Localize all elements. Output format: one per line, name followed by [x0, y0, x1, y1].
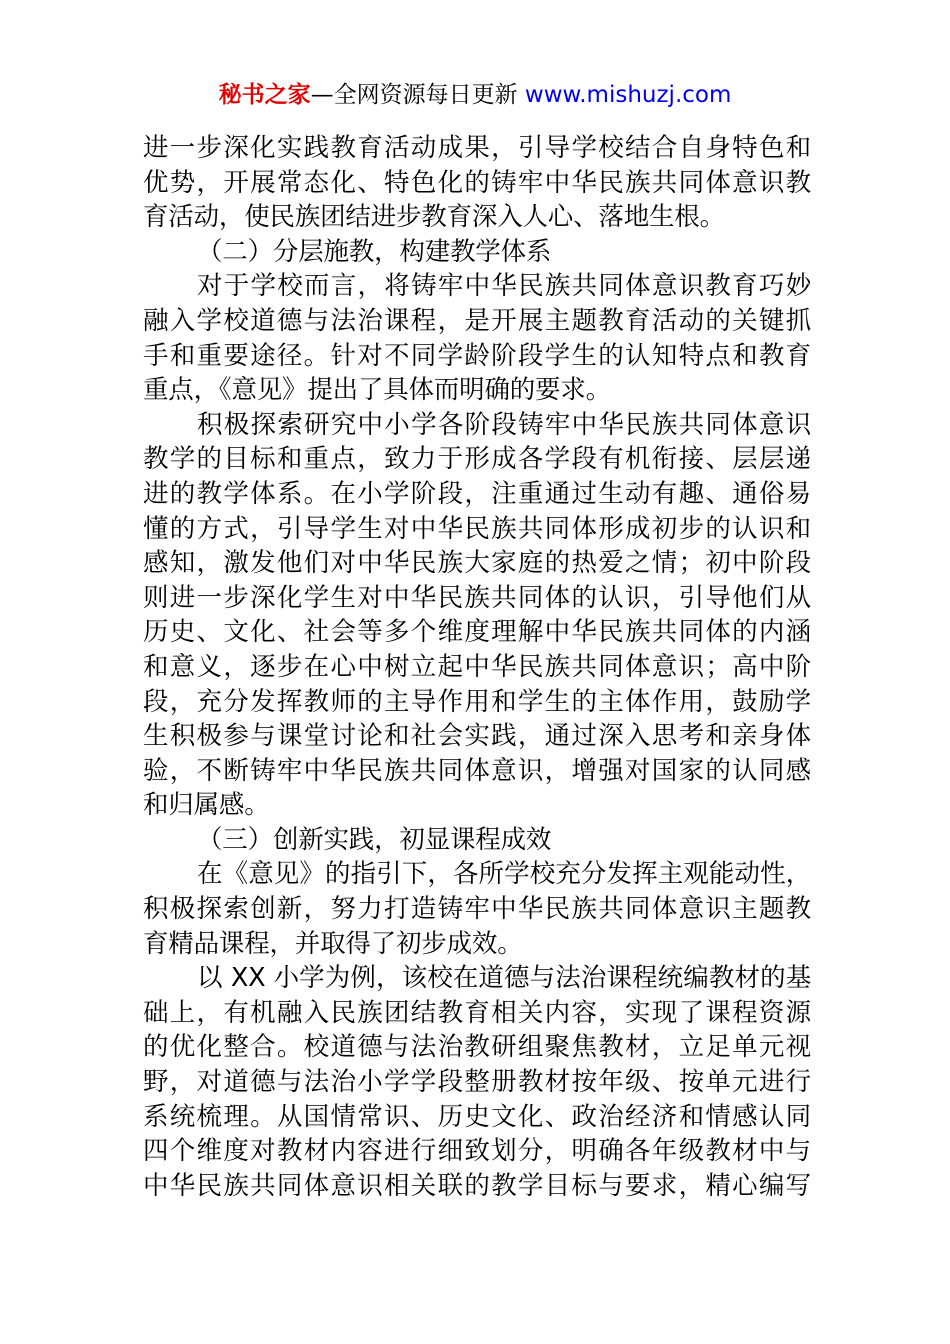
text-line: 和归属感。: [143, 790, 270, 821]
text-line: 历史、文化、社会等多个维度理解中华民族共同体的内涵: [143, 617, 811, 648]
text-line: 四个维度对教材内容进行细致划分，明确各年级教材中与: [143, 1136, 811, 1167]
text-line: 进一步深化实践教育活动成果，引导学校结合自身特色和: [143, 133, 811, 163]
text-line: 野，对道德与法治小学学段整册教材按年级、按单元进行: [143, 1067, 811, 1098]
text-line: 育活动，使民族团结进步教育深入人心、落地生根。: [143, 202, 725, 233]
text-line: 和意义，逐步在心中树立起中华民族共同体意识；高中阶: [143, 651, 811, 682]
text-line: 验，不断铸牢中华民族共同体意识，增强对国家的认同感: [143, 755, 811, 786]
text-line: 教学的目标和重点，致力于形成各学段有机衔接、层层递: [143, 444, 811, 475]
text-line: 的优化整合。校道德与法治教研组聚焦教材，立足单元视: [143, 1032, 811, 1063]
document-body: [143, 131, 811, 1203]
page-header: [0, 78, 950, 112]
text-line: 系统梳理。从国情常识、历史文化、政治经济和情感认同: [143, 1101, 811, 1132]
site-tagline: —全网资源每日更新: [310, 82, 518, 108]
paragraph-first-line: 在《意见》的指引下，各所学校充分发挥主观能动性，: [197, 859, 811, 890]
text-line: 础上，有机融入民族团结教育相关内容，实现了课程资源: [143, 997, 811, 1028]
text-line: 懂的方式，引导学生对中华民族共同体形成初步的认识和: [143, 513, 811, 544]
text-line: 进的教学体系。在小学阶段，注重通过生动有趣、通俗易: [143, 478, 811, 509]
text-line: 生积极参与课堂讨论和社会实践，通过深入思考和亲身体: [143, 721, 811, 752]
text-line: 重点，《意见》提出了具体而明确的要求。: [143, 375, 611, 406]
paragraph-first-line: （二）分层施教，构建教学体系: [197, 236, 552, 267]
paragraph-first-line: 对于学校而言，将铸牢中华民族共同体意识教育巧妙: [197, 271, 811, 302]
paragraph-first-line: （三）创新实践，初显课程成效: [197, 824, 552, 855]
text-line: 优势，开展常态化、特色化的铸牢中华民族共同体意识教: [143, 167, 811, 198]
text-line: 感知，激发他们对中华民族大家庭的热爱之情；初中阶段: [143, 548, 811, 579]
site-url-link[interactable]: www.mishuzj.com: [524, 82, 732, 108]
text-line: 则进一步深化学生对中华民族共同体的认识，引导他们从: [143, 582, 811, 613]
text-line: 育精品课程，并取得了初步成效。: [143, 928, 523, 959]
text-line: 手和重要途径。针对不同学龄阶段学生的认知特点和教育: [143, 340, 811, 371]
paragraph-first-line: 以 XX 小学为例，该校在道德与法治课程统编教材的基: [197, 963, 811, 994]
site-brand: 秘书之家: [218, 82, 311, 108]
text-line: 积极探索创新，努力打造铸牢中华民族共同体意识主题教: [143, 894, 811, 925]
text-line: 融入学校道德与法治课程，是开展主题教育活动的关键抓: [143, 305, 811, 336]
text-line: 段，充分发挥教师的主导作用和学生的主体作用，鼓励学: [143, 686, 811, 717]
text-line: 中华民族共同体意识相关联的教学目标与要求，精心编写: [143, 1170, 811, 1201]
paragraph-first-line: 积极探索研究中小学各阶段铸牢中华民族共同体意识: [197, 409, 811, 440]
